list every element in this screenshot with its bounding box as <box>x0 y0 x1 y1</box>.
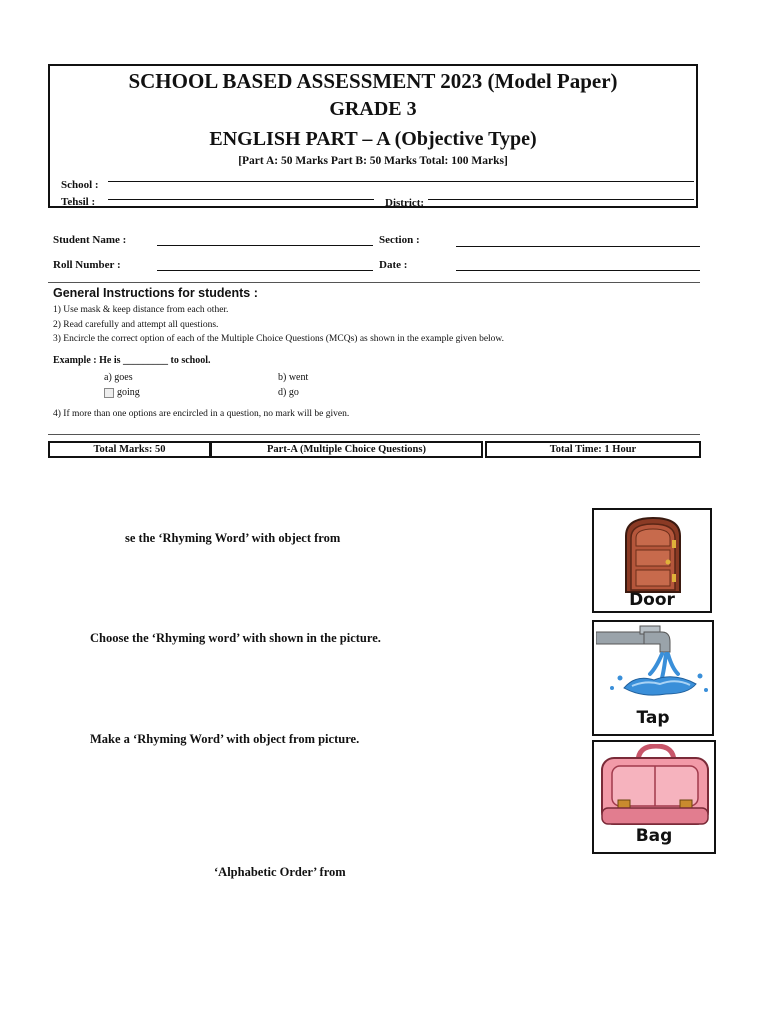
student-name-label: Student Name : <box>53 234 127 246</box>
paper-title: SCHOOL BASED ASSESSMENT 2023 (Model Paper) <box>128 69 618 93</box>
date-label: Date : <box>379 259 408 271</box>
total-time-box: Total Time: 1 Hour <box>485 441 701 458</box>
bag-label: Bag <box>635 826 673 846</box>
instruction-item: 4) If more than one options are encircled in a question, no mark will be given. <box>53 409 350 419</box>
instructions-heading: General Instructions for students : <box>53 286 258 300</box>
question-3: Make a ‘Rhyming Word’ with object from picture. <box>90 732 360 746</box>
door-icon <box>622 516 684 594</box>
section-label: Section : <box>379 234 420 246</box>
district-field[interactable] <box>428 199 694 200</box>
part-box: Part-A (Multiple Choice Questions) <box>210 441 483 458</box>
divider <box>48 434 700 435</box>
question-2: Choose the ‘Rhyming word’ with shown in the picture. <box>90 631 381 645</box>
header-box <box>48 64 698 208</box>
tehsil-label: Tehsil : <box>61 196 96 208</box>
instruction-item: 3) Encircle the correct option of each of the Multiple Choice Questions (MCQs) as shown in the example given below. <box>53 334 505 344</box>
district-label: District: <box>385 197 425 209</box>
date-field[interactable] <box>456 270 700 271</box>
student-name-field[interactable] <box>157 245 373 246</box>
example-option-b: b) went <box>278 372 309 383</box>
example-option-d: d) go <box>278 387 299 398</box>
marks-note: [Part A: 50 Marks Part B: 50 Marks Total: 100 Marks] <box>238 155 508 167</box>
instruction-item: 1) Use mask & keep distance from each other. <box>53 305 229 315</box>
door-label: Door <box>629 590 675 610</box>
divider <box>48 282 700 283</box>
broken-image-icon <box>104 388 114 398</box>
example-option-c-text: going <box>117 387 140 398</box>
example-option-a: a) goes <box>104 372 133 383</box>
tap-label: Tap <box>636 708 670 728</box>
bag-icon <box>598 744 712 828</box>
roll-number-field[interactable] <box>157 270 373 271</box>
subject-title: ENGLISH PART – A (Objective Type) <box>209 128 537 150</box>
roll-number-label: Roll Number : <box>53 259 121 271</box>
example-sentence: Example : He is _________ to school. <box>53 355 211 366</box>
school-field[interactable] <box>108 181 694 182</box>
instruction-item: 2) Read carefully and attempt all questions. <box>53 320 219 330</box>
question-1: se the ‘Rhyming Word’ with object from <box>125 531 341 545</box>
tehsil-field[interactable] <box>108 199 374 200</box>
total-marks-box: Total Marks: 50 <box>48 441 211 458</box>
door-picture-card <box>592 508 712 613</box>
question-4: ‘Alphabetic Order’ from <box>214 865 346 879</box>
school-label: School : <box>61 179 99 191</box>
tap-picture-card <box>592 620 714 736</box>
bag-picture-card <box>592 740 716 854</box>
section-field[interactable] <box>456 246 700 247</box>
grade-title: GRADE 3 <box>329 98 417 120</box>
example-option-c <box>104 387 140 398</box>
tap-icon <box>596 622 712 706</box>
